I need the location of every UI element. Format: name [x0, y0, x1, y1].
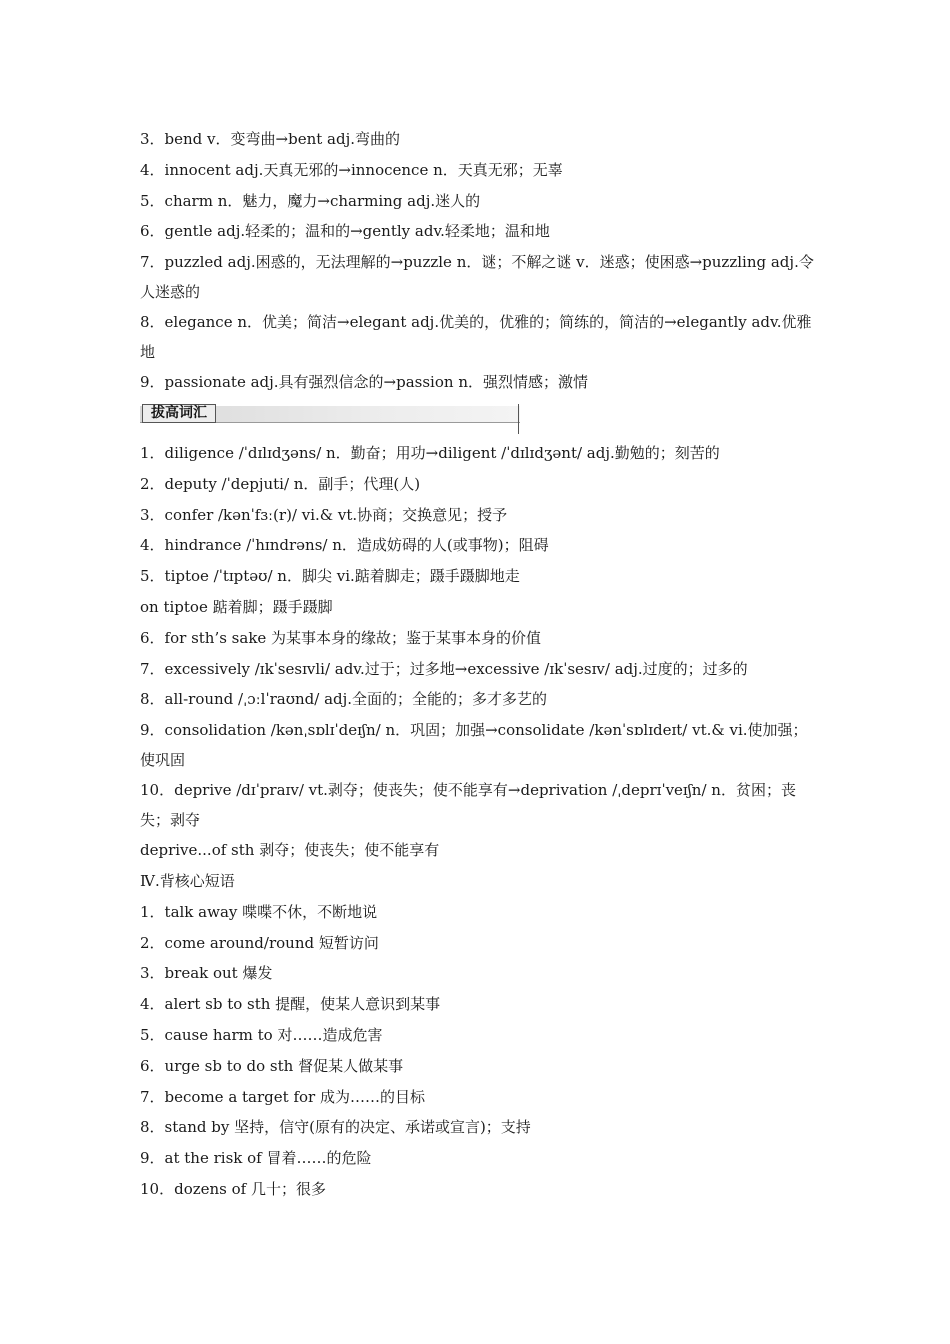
vocab-item: 9．passionate adj.具有强烈信念的→passion n．强烈情感；激情 — [140, 373, 588, 392]
phrase-item: 5．cause harm to 对……造成危害 — [140, 1025, 383, 1044]
vocab-item: 4．innocent adj.天真无邪的→innocence n．天真无邪；无辜 — [140, 160, 563, 179]
phrase-item: 3．break out 爆发 — [140, 964, 273, 983]
vocab-item: 4．hindrance /ˈhɪndrəns/ n．造成妨碍的人(或事物)；阻碍 — [140, 536, 549, 555]
vocab-item: 6．gentle adj.轻柔的；温和的→gently adv.轻柔地；温和地 — [140, 222, 550, 241]
phrase-item: 6．urge sb to do sth 督促某人做某事 — [140, 1056, 404, 1075]
section-banner — [140, 402, 820, 436]
vocab-item: 8．elegance n．优美；简洁→elegant adj.优美的，优雅的；简练的，简洁的→elegantly adv.优雅地 — [140, 313, 812, 362]
document-content — [140, 124, 820, 1205]
phrase-item: 4．alert sb to sth 提醒，使某人意识到某事 — [140, 995, 441, 1014]
phrase-item: 8．stand by 坚持，信守(原有的决定、承诺或宣言)；支持 — [140, 1118, 531, 1137]
vocab-item: 5．charm n．魅力，魔力→charming adj.迷人的 — [140, 191, 481, 210]
vocab-item: 10．deprive /dɪˈpraɪv/ vt.剥夺；使丧失；使不能享有→deprivation /ˌdeprɪˈveɪʃn/ n．贫困；丧失；剥夺 — [140, 781, 796, 830]
vocab-item: 7．excessively /ɪkˈsesɪvli/ adv.过于；过多地→excessive /ɪkˈsesɪv/ adj.过度的；过多的 — [140, 659, 748, 678]
phrase-item: 7．become a target for 成为……的目标 — [140, 1087, 425, 1106]
vocab-item: 7．puzzled adj.困惑的，无法理解的→puzzle n．谜；不解之谜 v．迷惑；使困惑→puzzling adj.令人迷惑的 — [140, 253, 814, 302]
section-title: Ⅳ.背核心短语 — [140, 871, 235, 890]
phrase-item: 1．talk away 喋喋不休，不断地说 — [140, 902, 378, 921]
vocab-item: deprive...of sth 剥夺；使丧失；使不能享有 — [140, 841, 440, 860]
vocab-item: 1．diligence /ˈdɪlɪdʒəns/ n．勤奋；用功→diligent /ˈdɪlɪdʒənt/ adj.勤勉的；刻苦的 — [140, 443, 720, 462]
vocab-item: 8．all-round /ˌɔːlˈraʊnd/ adj.全面的；全能的；多才多艺的 — [140, 690, 548, 709]
vocab-item: 9．consolidation /kənˌsɒlɪˈdeɪʃn/ n．巩固；加强→consolidate /kənˈsɒlɪdeɪt/ vt.& vi.使加强；使巩固 — [140, 721, 808, 770]
vocab-item: 3．bend v．变弯曲→bent adj.弯曲的 — [140, 130, 400, 148]
phrase-item: 10．dozens of 几十；很多 — [140, 1179, 326, 1198]
vocab-item: 2．deputy /ˈdepjuti/ n．副手；代理(人) — [140, 474, 421, 493]
vocab-item: on tiptoe 踮着脚；蹑手蹑脚 — [140, 597, 333, 616]
vocab-item: 5．tiptoe /ˈtɪptəʊ/ n．脚尖 vi.踮着脚走；蹑手蹑脚地走 — [140, 567, 520, 586]
phrase-item: 9．at the risk of 冒着……的危险 — [140, 1149, 372, 1168]
vocab-item: 3．confer /kənˈfɜː(r)/ vi.& vt.协商；交换意见；授予 — [140, 505, 508, 524]
vocab-item: 6．for sth’s sake 为某事本身的缘故；鉴于某事本身的价值 — [140, 628, 542, 647]
banner-label: 拔高词汇 — [142, 404, 216, 423]
phrase-item: 2．come around/round 短暂访问 — [140, 933, 379, 952]
banner-divider — [518, 404, 519, 434]
